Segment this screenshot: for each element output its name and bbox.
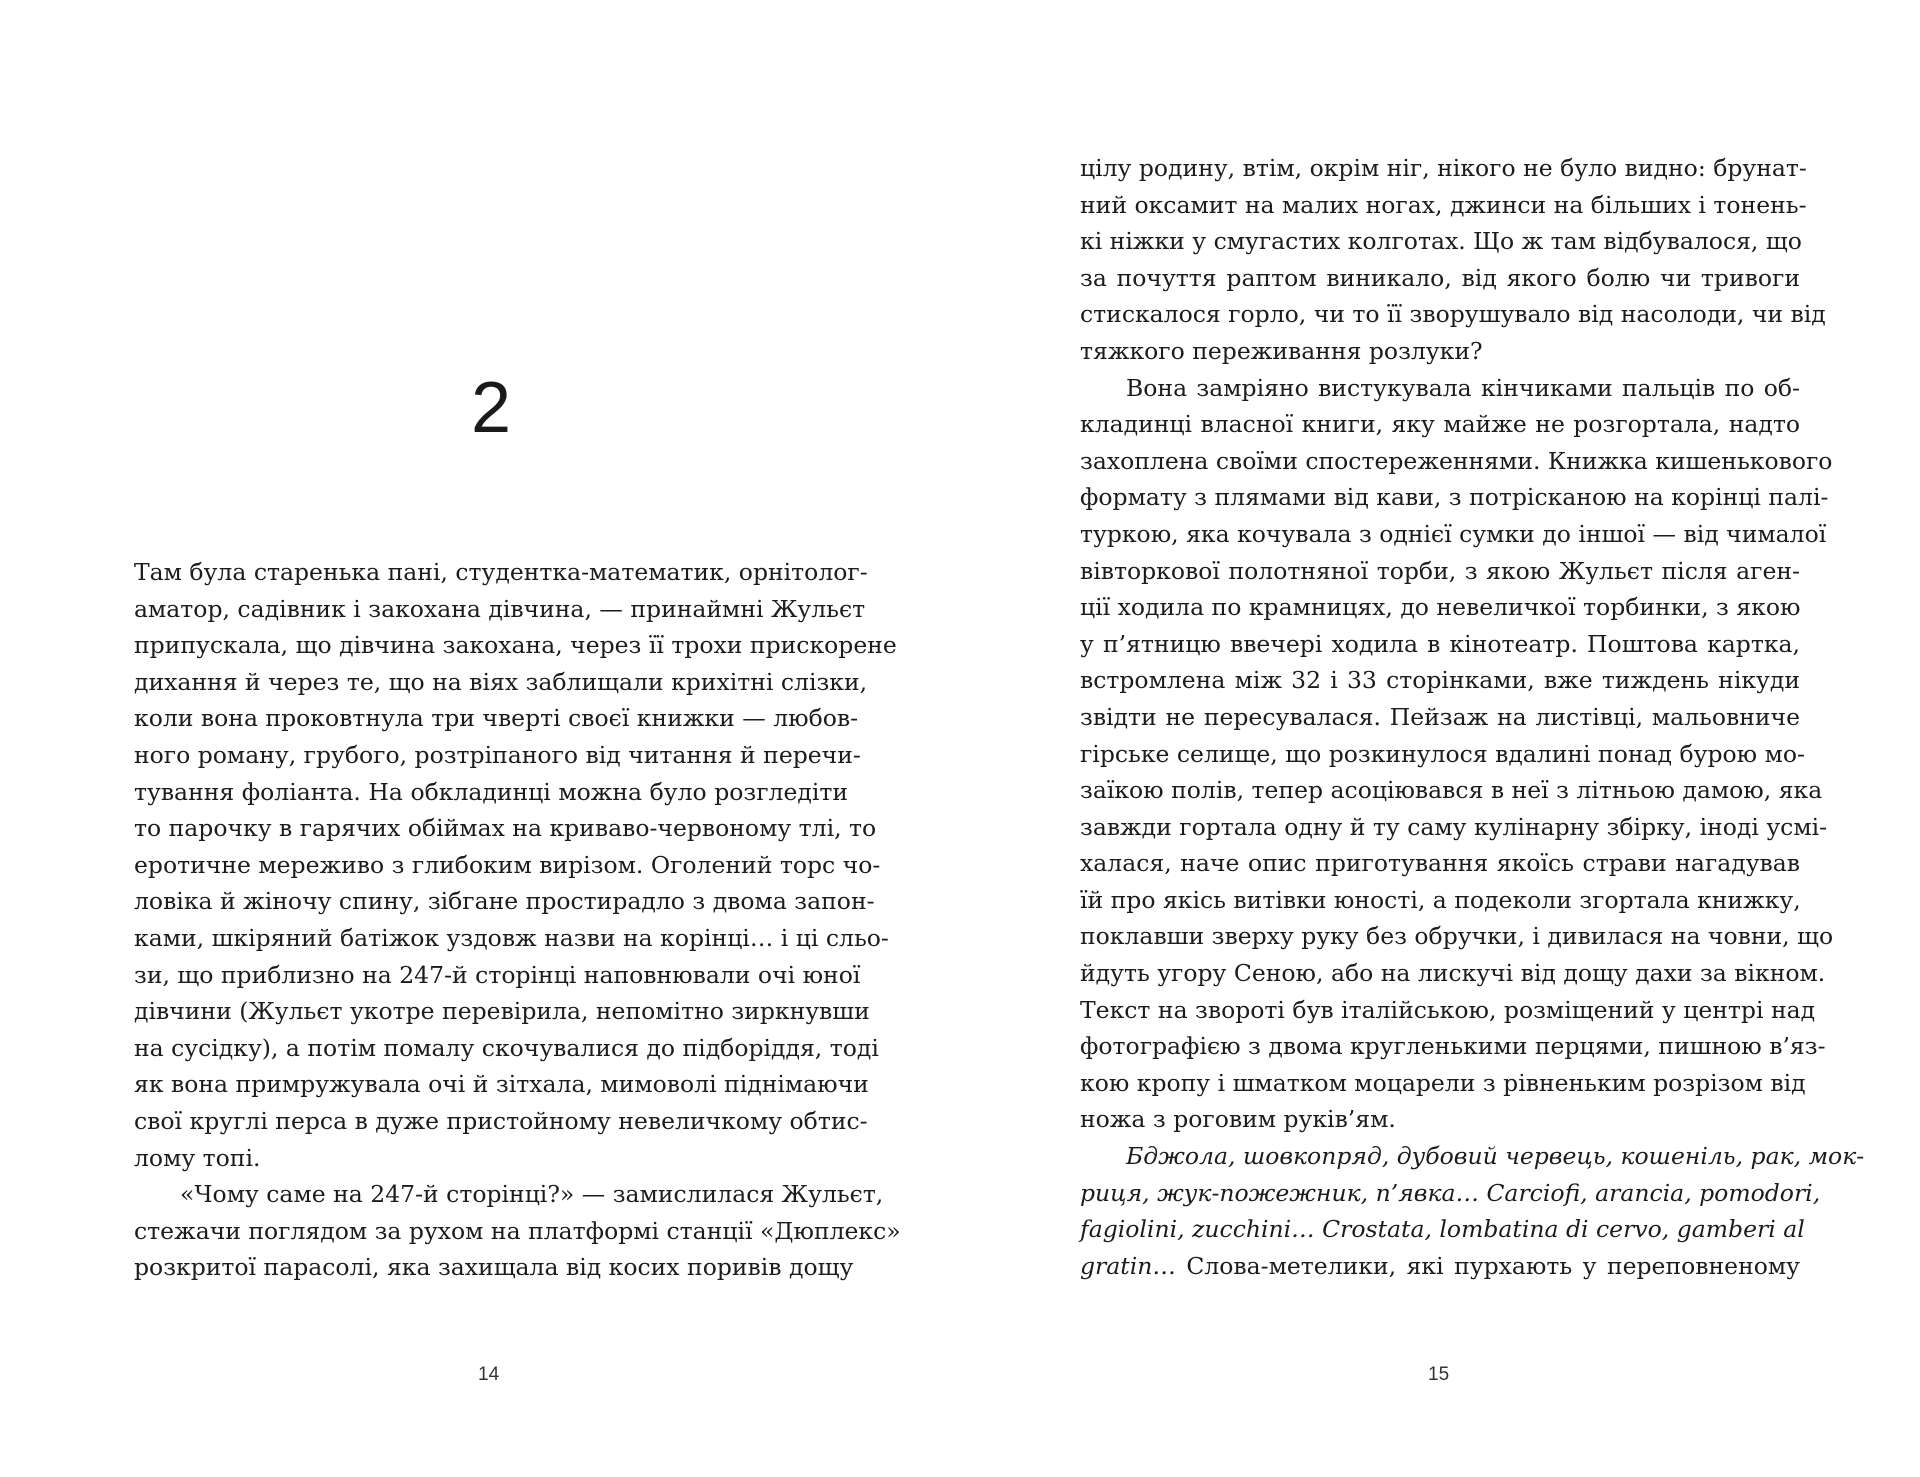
text-line: еротичне мереживо з глибоким вирізом. Оголений торс чо-	[134, 850, 881, 879]
page-number: 15	[1428, 1364, 1450, 1385]
text-line: кладинці власної книги, яку майже не розгортала, надто	[1080, 410, 1800, 439]
text-line: кою кропу і шматком моцарели з рівненьким розрізом від	[1080, 1068, 1806, 1097]
text-line: туркою, яка кочувала з однієї сумки до іншої — від чималої	[1080, 519, 1827, 548]
text-line: їй про якісь витівки юності, а подеколи згортала книжку,	[1080, 885, 1801, 914]
text-line: формату з плямами від кави, з потрісканою на корінці палі-	[1080, 483, 1829, 512]
text-line: ного роману, грубого, розтріпаного від читання й перечи-	[134, 740, 861, 769]
text-line: Там була старенька пані, студентка-математик, орнітолог-	[134, 558, 868, 586]
text-line: аматор, садівник і закохана дівчина, — принаймні Жульєт	[134, 594, 866, 623]
text-line: дихання й через те, що на віях заблищали крихітні слізки,	[134, 667, 868, 696]
text-line: фотографією з двома кругленькими перцями, пишною в’яз-	[1080, 1032, 1826, 1061]
right-page-text	[1080, 150, 1865, 1284]
text-line: стискалося горло, чи то її зворушувало від насолоди, чи від	[1080, 300, 1826, 329]
mixed-text-line	[1080, 1248, 1800, 1285]
chapter-number: 2	[470, 368, 512, 448]
italic-text-line: fagiolini, zucchini… Crostata, lombatina di cervo, gamberi al	[1080, 1215, 1805, 1244]
text-line: на сусідку), а потім помалу скочувалися до підборіддя, тоді	[134, 1033, 879, 1062]
text-line: у п’ятницю ввечері ходила в кінотеатр. Поштова картка,	[1080, 629, 1800, 658]
text-line: свої круглі перса в дуже пристойному невеличкому обтис-	[134, 1106, 868, 1135]
text-line: ловіка й жіночу спину, зібгане простирадло з двома запон-	[134, 887, 875, 916]
text-line: цілу родину, втім, окрім ніг, нікого не було видно: брунат-	[1080, 154, 1807, 182]
text-line: зи, що приблизно на 247-й сторінці наповнювали очі юної	[134, 960, 861, 989]
text-line: завжди гортала одну й ту саму кулінарну збірку, іноді усмі-	[1080, 812, 1828, 841]
text-fragment: Слова-метелики, які пурхають у переповненому	[1175, 1251, 1800, 1280]
text-line: то парочку в гарячих обіймах на криваво-червоному тлі, то	[134, 814, 877, 843]
text-line: заїкою полів, тепер асоціювався в неї з літньою дамою, яка	[1080, 776, 1823, 805]
text-line: ками, шкіряний батіжок уздовж назви на корінці… і ці сльо-	[134, 923, 889, 952]
text-line: поклавши зверху руку без обручки, і дивилася на човни, що	[1080, 922, 1834, 951]
text-line: Вона замріяно вистукувала кінчиками пальців по об-	[1126, 373, 1800, 402]
text-line: халася, наче опис приготування якоїсь страви нагадував	[1080, 849, 1800, 878]
text-line: розкритої парасолі, яка захищала від косих поривів дощу	[134, 1253, 854, 1282]
italic-text-line: риця, жук-пожежник, п’явка… Carciofi, arancia, pomodori,	[1080, 1178, 1821, 1207]
text-line: звідти не пересувалася. Пейзаж на листівці, мальовниче	[1080, 702, 1800, 731]
italic-fragment: gratin…	[1080, 1251, 1176, 1280]
text-line: за почуття раптом виникало, від якого болю чи тривоги	[1080, 263, 1800, 292]
text-line: припускала, що дівчина закохана, через її трохи прискорене	[134, 631, 897, 660]
text-line: кі ніжки у смугастих колготах. Що ж там відбувалося, що	[1080, 227, 1802, 256]
text-line: Текст на звороті був італійською, розміщений у центрі над	[1080, 995, 1816, 1024]
text-line: дівчини (Жульєт укотре перевірила, непомітно зиркнувши	[134, 997, 870, 1026]
text-line: вівторкової полотняної торби, з якою Жульєт після аген-	[1080, 556, 1800, 585]
text-line: ції ходила по крамницях, до невеличкої торбинки, з якою	[1080, 593, 1801, 622]
text-line: «Чому саме на 247-й сторінці?» — замислилася Жульєт,	[180, 1180, 884, 1209]
italic-text-line: Бджола, шовкопряд, дубовий червець, кошеніль, рак, мок-	[1126, 1142, 1865, 1171]
text-line: стежачи поглядом за рухом на платформі станції «Дюплекс»	[134, 1216, 901, 1245]
text-line: захоплена своїми спостереженнями. Книжка кишенькового	[1080, 446, 1833, 475]
left-page-text	[134, 554, 901, 1286]
text-line: ножа з роговим руків’ям.	[1080, 1105, 1396, 1134]
text-line: ний оксамит на малих ногах, джинси на більших і тонень-	[1080, 190, 1807, 219]
text-line: йдуть угору Сеною, або на лискучі від дощу дахи за вікном.	[1080, 959, 1826, 988]
text-line: коли вона проковтнула три чверті своєї книжки — любов-	[134, 704, 859, 733]
page-number: 14	[478, 1364, 500, 1385]
text-line: тяжкого переживання розлуки?	[1080, 336, 1483, 365]
text-line: лому топі.	[134, 1143, 261, 1172]
text-line: як вона примружувала очі й зітхала, мимоволі піднімаючи	[134, 1070, 869, 1099]
text-line: гірське селище, що розкинулося вдалині понад бурою мо-	[1080, 739, 1805, 768]
text-line: встромлена між 32 і 33 сторінками, вже тиждень нікуди	[1080, 666, 1800, 695]
text-line: тування фоліанта. На обкладинці можна було розгледіти	[134, 777, 848, 806]
